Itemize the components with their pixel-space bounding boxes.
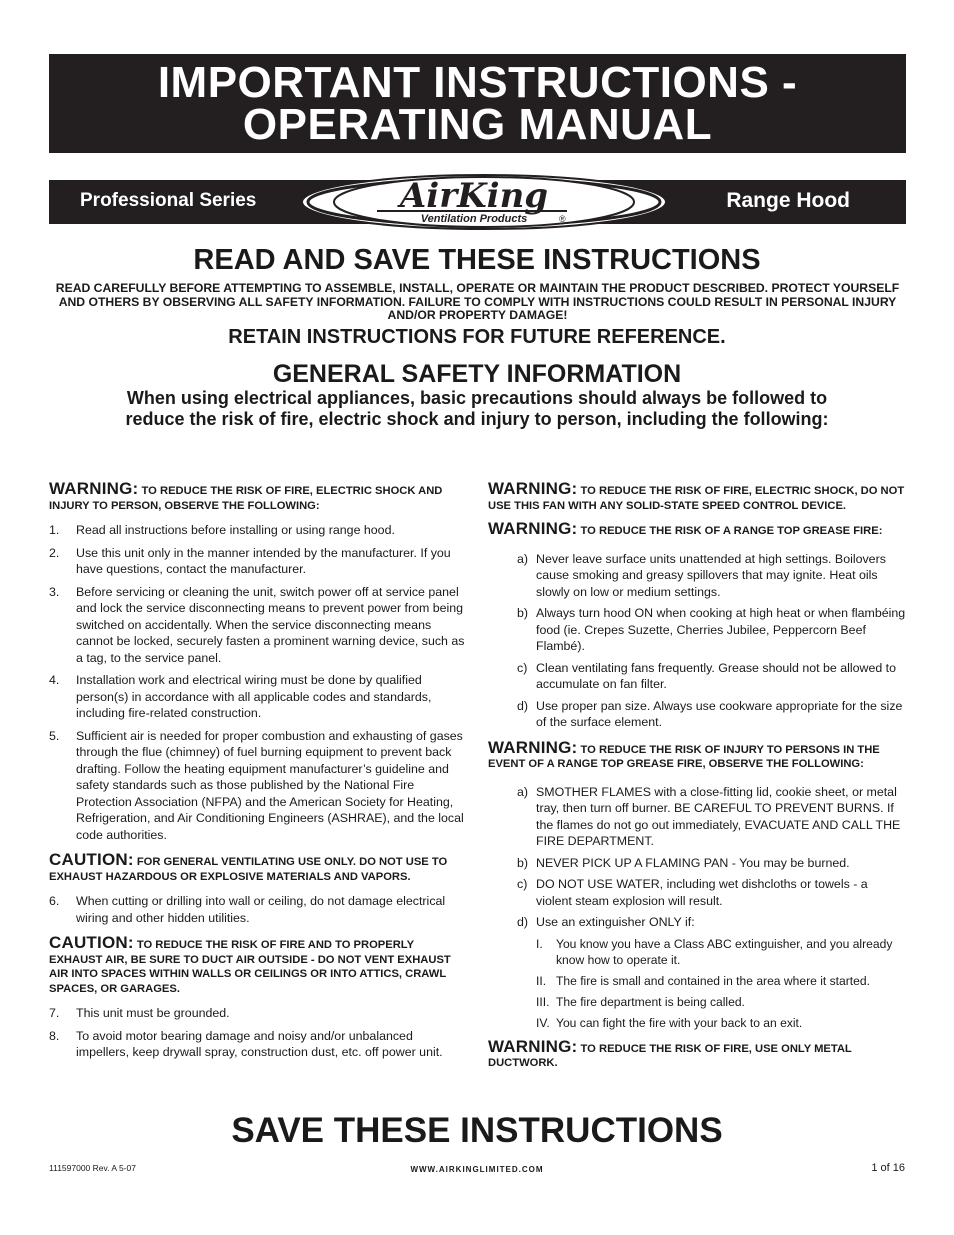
- warning-speed-control: [488, 479, 906, 513]
- airking-logo: [299, 173, 669, 231]
- list-item: c) Clean ventilating fans frequently. Grease should not be allowed to accumulate on fan filter.: [517, 660, 897, 691]
- retain-notice: RETAIN INSTRUCTIONS FOR FUTURE REFERENCE.: [228, 326, 726, 348]
- list-item: 4. Installation work and electrical wiring must be done by qualified person(s) in accordance with all applicable codes and standards, including fire-related construction.: [49, 673, 432, 720]
- caution-general-use: [49, 850, 465, 884]
- list-item: 7. This unit must be grounded.: [49, 1006, 230, 1020]
- warning-label: WARNING:: [488, 479, 578, 498]
- registered-mark: ®: [559, 214, 566, 224]
- general-safety-heading: GENERAL SAFETY INFORMATION: [272, 360, 682, 388]
- logo-wordmark: AirKing: [399, 176, 549, 216]
- warning-metal-ductwork: [488, 1036, 906, 1071]
- list-item: I. You know you have a Class ABC extinguisher, and you already know how to operate it.: [536, 936, 893, 967]
- right-column: [488, 479, 906, 1080]
- list-item: a) SMOTHER FLAMES with a close-fitting lid, cookie sheet, or metal tray, then turn off burner. BE CAREFUL TO PREVENT BURNS. If the flames do not go out immediately, EVACUATE AND CALL THE FIRE DEPARTMENT.: [517, 784, 901, 848]
- caution-text: TO REDUCE THE RISK OF FIRE AND TO PROPERLY EXHAUST AIR, BE SURE TO DUCT AIR OUTSIDE - DO NOT VENT EXHAUST AIR INTO SPACES WITHIN WALLS OR CEILINGS OR INTO ATTICS, CRAWL SPACES, OR GARAGES.: [49, 939, 451, 995]
- document-number: 111597000 Rev. A 5-07: [49, 1163, 136, 1173]
- list-item: 1. Read all instructions before installing or using range hood.: [49, 523, 395, 537]
- save-instructions-heading: SAVE THESE INSTRUCTIONS: [231, 1111, 723, 1150]
- read-save-heading: READ AND SAVE THESE INSTRUCTIONS: [193, 244, 761, 276]
- list-item: b) Always turn hood ON when cooking at high heat or when flambéing food (ie. Crepes Suzette, Cherries Jubilee, Peppercorn Beef Flambé).: [517, 606, 906, 653]
- warning-text: TO REDUCE THE RISK OF FIRE, ELECTRIC SHOCK AND INJURY TO PERSON, OBSERVE THE FOLLOWING:: [49, 485, 443, 512]
- warning-fire-shock: [49, 479, 465, 513]
- list-item: 5. Sufficient air is needed for proper combustion and exhausting of gases through the flue (chimney) of fuel burning equipment to prevent back drafting. Follow the heating equipment manufacturer’s guideline and safety standards such as those published by the National Fire Protection Association (NFPA) and the American Society for Heating, Refrigeration, and Air Conditioning Engineers (ASHRAE), and the local code authorities.: [49, 728, 464, 842]
- list-item: 2. Use this unit only in the manner intended by the manufacturer. If you have questions, contact the manufacturer.: [49, 545, 451, 576]
- list-item: d) Use an extinguisher ONLY if:: [517, 915, 695, 929]
- caution-duct-outside: [49, 933, 465, 996]
- read-carefully-warning: READ CAREFULLY BEFORE ATTEMPTING TO ASSEMBLE, INSTALL, OPERATE OR MAINTAIN THE PRODUCT DESCRIBED. PROTECT YOURSELF AND OTHERS BY OBSERVING ALL SAFETY INFORMATION. FAILURE TO COMPLY WITH INSTRUCTIONS COULD RESULT IN PERSONAL INJURY AND/OR PROPERTY DAMAGE!: [55, 281, 900, 322]
- warning-text: TO REDUCE THE RISK OF FIRE, USE ONLY METAL DUCTWORK.: [488, 1042, 852, 1069]
- list-item: 8. To avoid motor bearing damage and noisy and/or unbalanced impellers, keep drywall spray, construction dust, etc. off power unit.: [49, 1028, 443, 1059]
- warning-text: TO REDUCE THE RISK OF INJURY TO PERSONS IN THE EVENT OF A RANGE TOP GREASE FIRE, OBSERVE THE FOLLOWING:: [488, 743, 880, 770]
- list-item: b) NEVER PICK UP A FLAMING PAN - You may be burned.: [517, 855, 850, 870]
- caution-text: FOR GENERAL VENTILATING USE ONLY. DO NOT USE TO EXHAUST HAZARDOUS OR EXPLOSIVE MATERIALS AND VAPORS.: [49, 856, 448, 883]
- title-line-2: OPERATING MANUAL: [242, 100, 713, 149]
- warning-label: WARNING:: [488, 1036, 578, 1056]
- caution-label: CAUTION:: [49, 850, 134, 869]
- title-banner: [49, 54, 906, 153]
- list-item: III. The fire department is being called.: [536, 994, 745, 1009]
- left-column: [49, 479, 465, 1067]
- product-label: Range Hood: [726, 189, 850, 212]
- warning-text: TO REDUCE THE RISK OF A RANGE TOP GREASE FIRE:: [580, 525, 883, 537]
- caution-label: CAUTION:: [49, 933, 134, 952]
- list-item: 3. Before servicing or cleaning the unit, switch power off at service panel and lock the service disconnecting means to prevent power from being switched on accidentally. When the service disconnecting means cannot be locked, securely fasten a prominent warning device, such as a tag, to the service panel.: [49, 584, 465, 665]
- warning-label: WARNING:: [488, 519, 578, 538]
- warning-grease-fire-injury: [488, 737, 906, 772]
- warning-text: TO REDUCE THE RISK OF FIRE, ELECTRIC SHOCK, DO NOT USE THIS FAN WITH ANY SOLID-STATE SPEED CONTROL DEVICE.: [488, 485, 905, 512]
- list-item: 6. When cutting or drilling into wall or ceiling, do not damage electrical wiring and other hidden utilities.: [49, 894, 446, 925]
- title-line-1: IMPORTANT INSTRUCTIONS -: [157, 58, 798, 107]
- warning-grease-fire: [488, 519, 906, 539]
- general-safety-intro: When using electrical appliances, basic precautions should always be followed to reduce the risk of fire, electric shock and injury to person, including the following:: [125, 388, 829, 429]
- list-item: c) DO NOT USE WATER, including wet dishcloths or towels - a violent steam explosion will result.: [517, 877, 868, 908]
- list-item: d) Use proper pan size. Always use cookware appropriate for the size of the surface element.: [517, 698, 903, 729]
- website-url: WWW.AIRKINGLIMITED.COM: [410, 1165, 544, 1174]
- list-item: IV. You can fight the fire with your back to an exit.: [536, 1015, 803, 1030]
- list-item: II. The fire is small and contained in the area where it started.: [536, 973, 870, 988]
- logo-tagline: Ventilation Products: [420, 213, 528, 225]
- page-number: 1 of 16: [871, 1162, 905, 1174]
- warning-label: WARNING:: [488, 737, 578, 757]
- brand-bar: [49, 176, 906, 225]
- warning-label: WARNING:: [49, 479, 139, 498]
- series-label: Professional Series: [80, 190, 257, 211]
- list-item: a) Never leave surface units unattended at high settings. Boilovers cause smoking and greasy spillovers that may ignite. Heat oils slowly on low or medium settings.: [517, 551, 886, 599]
